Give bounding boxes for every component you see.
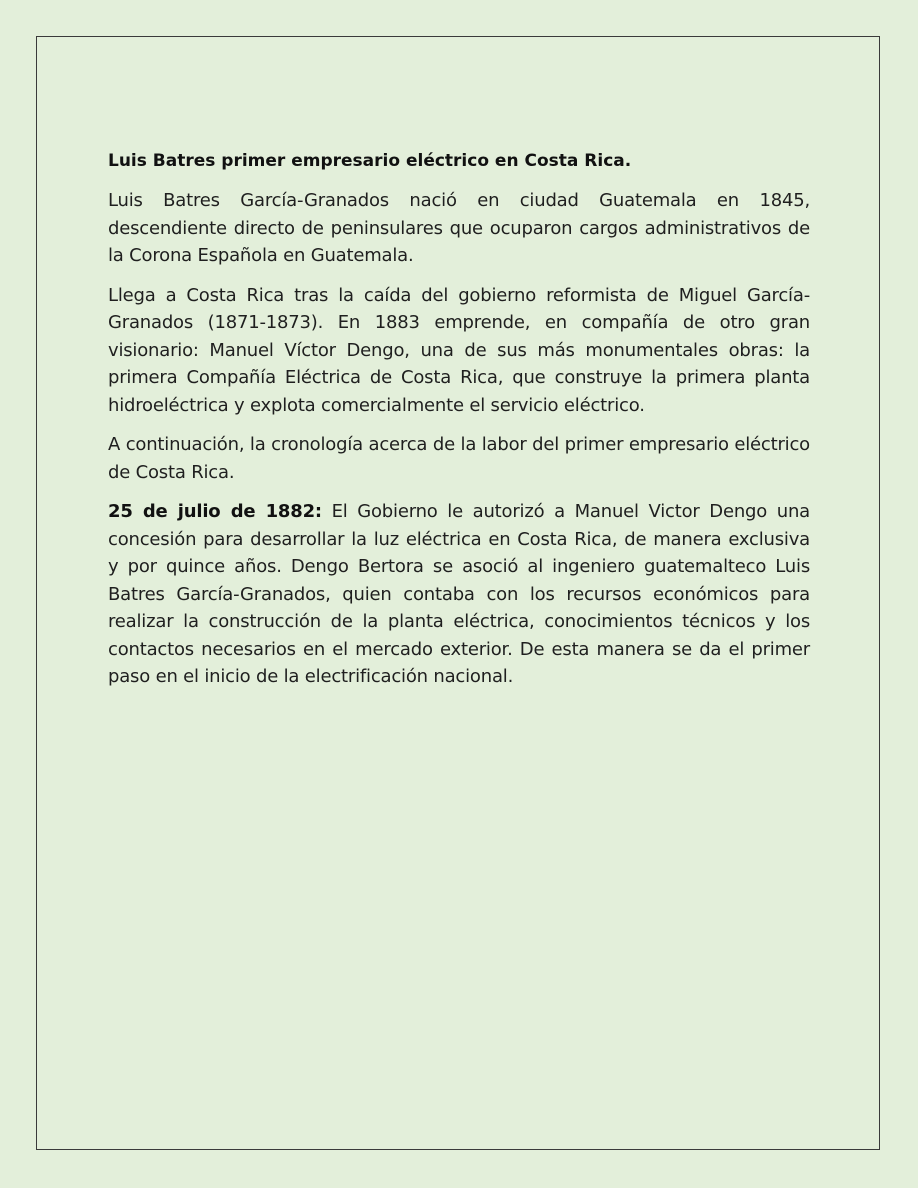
- timeline-text: El Gobierno le autorizó a Manuel Victor Dengo una concesión para desarrollar la luz eléctrica en Costa Rica, de manera exclusiva y por quince años. Dengo Bertora se asoció al ingeniero guatemalteco Luis Batres García-Granados, quien contaba con los recursos económicos para realizar la construcción de la planta eléctrica, conocimientos técnicos y los contactos necesarios en el mercado exterior. De esta manera se da el primer paso en el inicio de la electrificación nacional.: [108, 501, 810, 687]
- document-body: [108, 148, 810, 703]
- timeline-entry: [108, 498, 810, 691]
- paragraph-chronology-intro: A continuación, la cronología acerca de la labor del primer empresario eléctrico de Costa Rica.: [108, 434, 810, 483]
- paragraph-birth: Luis Batres García-Granados nació en ciudad Guatemala en 1845, descendiente directo de peninsulares que ocuparon cargos administrativos de la Corona Española en Guatemala.: [108, 190, 810, 266]
- document-title: Luis Batres primer empresario eléctrico en Costa Rica.: [108, 151, 632, 171]
- paragraph-arrival: Llega a Costa Rica tras la caída del gobierno reformista de Miguel García-Granados (1871-1873). En 1883 emprende, en compañía de otro gran visionario: Manuel Víctor Dengo, una de sus más monumentales obras: la primera Compañía Eléctrica de Costa Rica, que construye la primera planta hidroeléctrica y explota comercialmente el servicio eléctrico.: [108, 284, 810, 416]
- timeline-date: 25 de julio de 1882:: [108, 501, 322, 522]
